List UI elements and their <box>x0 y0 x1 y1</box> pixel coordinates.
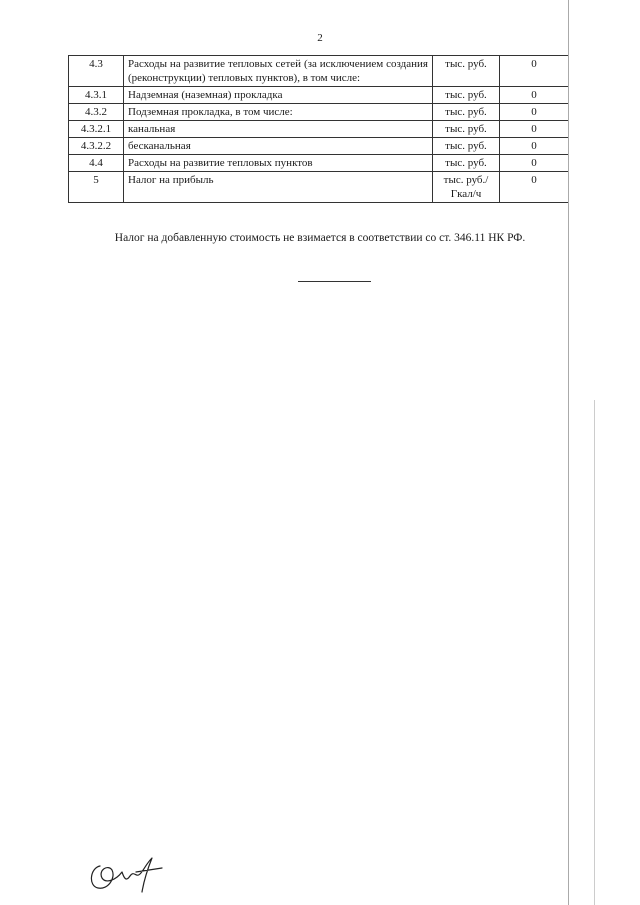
table-row <box>69 172 569 203</box>
row-unit: тыс. руб. <box>433 87 500 104</box>
row-unit: тыс. руб. <box>433 104 500 121</box>
row-name: Расходы на развитие тепловых сетей (за исключением создания (реконструкции) тепловых пунктов), в том числе: <box>124 56 433 87</box>
row-value: 0 <box>500 56 569 87</box>
row-name: канальная <box>124 121 433 138</box>
scan-edge-line <box>568 0 569 905</box>
row-name: Подземная прокладка, в том числе: <box>124 104 433 121</box>
row-value: 0 <box>500 104 569 121</box>
row-value: 0 <box>500 138 569 155</box>
table-row <box>69 121 569 138</box>
row-number: 4.4 <box>69 155 124 172</box>
table-row <box>69 56 569 87</box>
table-row <box>69 104 569 121</box>
row-name: Налог на прибыль <box>124 172 433 203</box>
row-unit: тыс. руб. <box>433 155 500 172</box>
table-row <box>69 155 569 172</box>
row-name: Надземная (наземная) прокладка <box>124 87 433 104</box>
row-number: 4.3.1 <box>69 87 124 104</box>
table-row <box>69 87 569 104</box>
row-unit: тыс. руб. <box>433 56 500 87</box>
row-value: 0 <box>500 87 569 104</box>
tariff-table <box>68 55 569 203</box>
row-value: 0 <box>500 172 569 203</box>
row-unit: тыс. руб./ Гкал/ч <box>433 172 500 203</box>
row-number: 4.3.2.1 <box>69 121 124 138</box>
vat-note: Налог на добавленную стоимость не взимается в соответствии со ст. 346.11 НК РФ. <box>114 232 526 244</box>
page-number: 2 <box>317 32 323 44</box>
row-number: 5 <box>69 172 124 203</box>
row-value: 0 <box>500 121 569 138</box>
row-unit: тыс. руб. <box>433 121 500 138</box>
row-name: бесканальная <box>124 138 433 155</box>
signature <box>86 848 166 894</box>
table-row <box>69 138 569 155</box>
row-value: 0 <box>500 155 569 172</box>
separator-rule <box>298 281 371 282</box>
row-name: Расходы на развитие тепловых пунктов <box>124 155 433 172</box>
row-number: 4.3 <box>69 56 124 87</box>
row-unit: тыс. руб. <box>433 138 500 155</box>
scan-edge-line <box>594 400 595 905</box>
row-number: 4.3.2.2 <box>69 138 124 155</box>
row-number: 4.3.2 <box>69 104 124 121</box>
